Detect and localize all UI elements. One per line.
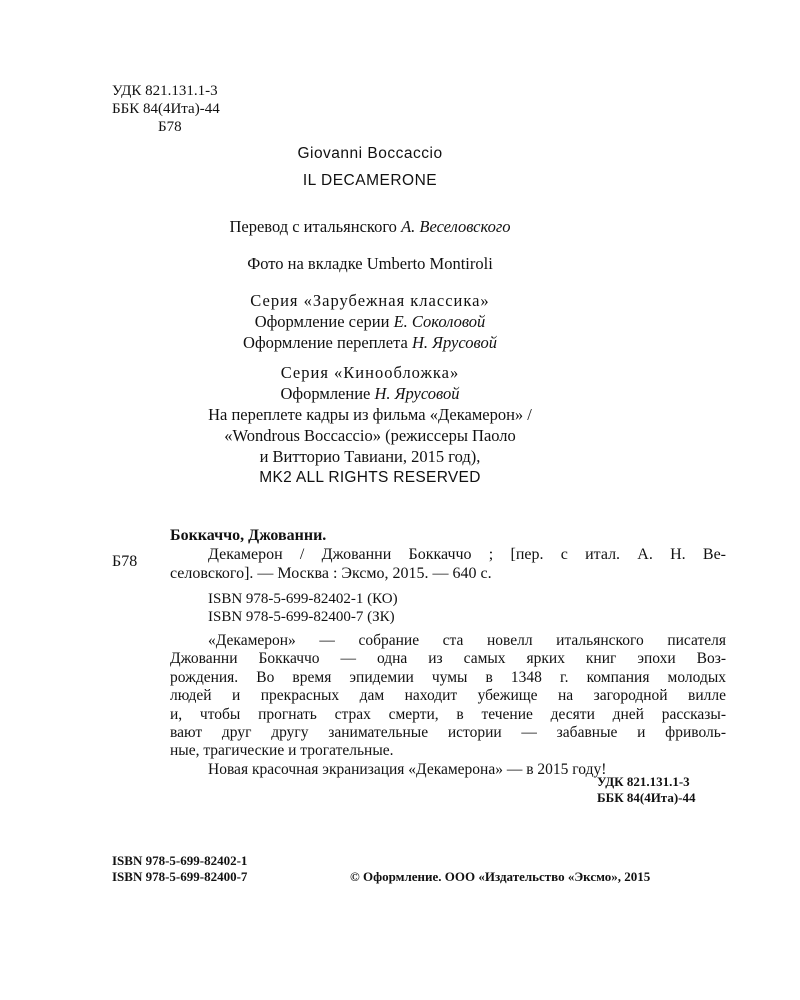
series1-binding-prefix: Оформление переплета xyxy=(243,333,408,352)
series1-designer: Е. Соколовой xyxy=(393,312,486,331)
annotation-line: Джованни Боккаччо — одна из самых ярких книг эпохи Воз- xyxy=(170,650,726,668)
series1-binding-designer: Н. Ярусовой xyxy=(411,333,497,352)
annotation-last-line: Новая красочная экранизация «Декамерона» — в 2015 году! xyxy=(208,760,607,778)
photo-credit xyxy=(0,253,740,274)
bottom-udk-code: УДК 821.131.1-3 xyxy=(597,774,690,789)
translator-name: А. Веселовского xyxy=(401,217,511,236)
udk-code: УДК 821.131.1-3 xyxy=(112,83,218,99)
original-title: IL DECAMERONE xyxy=(302,172,438,189)
photo-credit-text: Фото на вкладке Umberto Montiroli xyxy=(247,254,493,273)
series2-line: и Витторио Тавиани, 2015 год), xyxy=(259,447,481,466)
series2-design-prefix: Оформление xyxy=(280,384,371,403)
annotation-line: вают друг другу занимательные истории — забавные и фриволь- xyxy=(170,724,726,742)
original-author: Giovanni Boccaccio xyxy=(297,145,443,162)
series2-rights: MK2 ALL RIGHTS RESERVED xyxy=(259,469,481,486)
annotation-line: «Декамерон» — собрание ста новелл итальянского писателя xyxy=(208,632,726,649)
annotation-line: ные, трагические и трогательные. xyxy=(170,742,394,760)
original-title-block-2 xyxy=(0,170,740,191)
author-mark: Б78 xyxy=(158,119,182,135)
series2-name: Серия «Кинообложка» xyxy=(280,363,460,382)
series2-line: На переплете кадры из фильма «Декамерон» / xyxy=(208,405,532,424)
biblio-desc-line: селовского]. — Москва : Эксмо, 2015. — 640 с. xyxy=(170,565,492,582)
footer-isbn: ISBN 978-5-699-82402-1 xyxy=(112,853,248,868)
series2-designer: Н. Ярусовой xyxy=(374,384,460,403)
bottom-bbk-code: ББК 84(4Ита)-44 xyxy=(597,790,696,805)
bbk-code: ББК 84(4Ита)-44 xyxy=(112,101,220,117)
biblio-mark: Б78 xyxy=(112,553,138,570)
series2-line: «Wondrous Boccaccio» (режиссеры Паоло xyxy=(224,426,516,445)
biblio-heading: Боккаччо, Джованни. xyxy=(170,527,327,544)
annotation-line: людей и прекрасных дам находит убежище на загородной вилле xyxy=(170,687,726,705)
biblio-desc-line: Декамерон / Джованни Боккаччо ; [пер. с итал. А. Н. Ве- xyxy=(208,546,726,563)
series1-design-prefix: Оформление серии xyxy=(254,312,390,331)
annotation xyxy=(170,632,726,779)
footer-isbn: ISBN 978-5-699-82400-7 xyxy=(112,869,248,884)
biblio-isbn: ISBN 978-5-699-82400-7 (ЗК) xyxy=(208,609,395,625)
copyright-notice: © Оформление. ООО «Издательство «Эксмо», 2015 xyxy=(350,869,651,884)
translation-credit xyxy=(0,216,740,237)
series2-block xyxy=(0,362,740,488)
biblio-isbn: ISBN 978-5-699-82402-1 (КО) xyxy=(208,591,398,607)
annotation-line: и, чтобы прогнать страх смерти, в течение десяти дней рассказы- xyxy=(170,705,726,723)
original-title-block xyxy=(0,143,740,164)
translation-prefix: Перевод с итальянского xyxy=(229,217,397,236)
series1-name: Серия «Зарубежная классика» xyxy=(250,291,490,310)
annotation-line: рождения. Во время эпидемии чумы в 1348 г. компания молодых xyxy=(170,668,726,686)
biblio-description xyxy=(208,545,726,564)
series1-block xyxy=(0,290,740,353)
